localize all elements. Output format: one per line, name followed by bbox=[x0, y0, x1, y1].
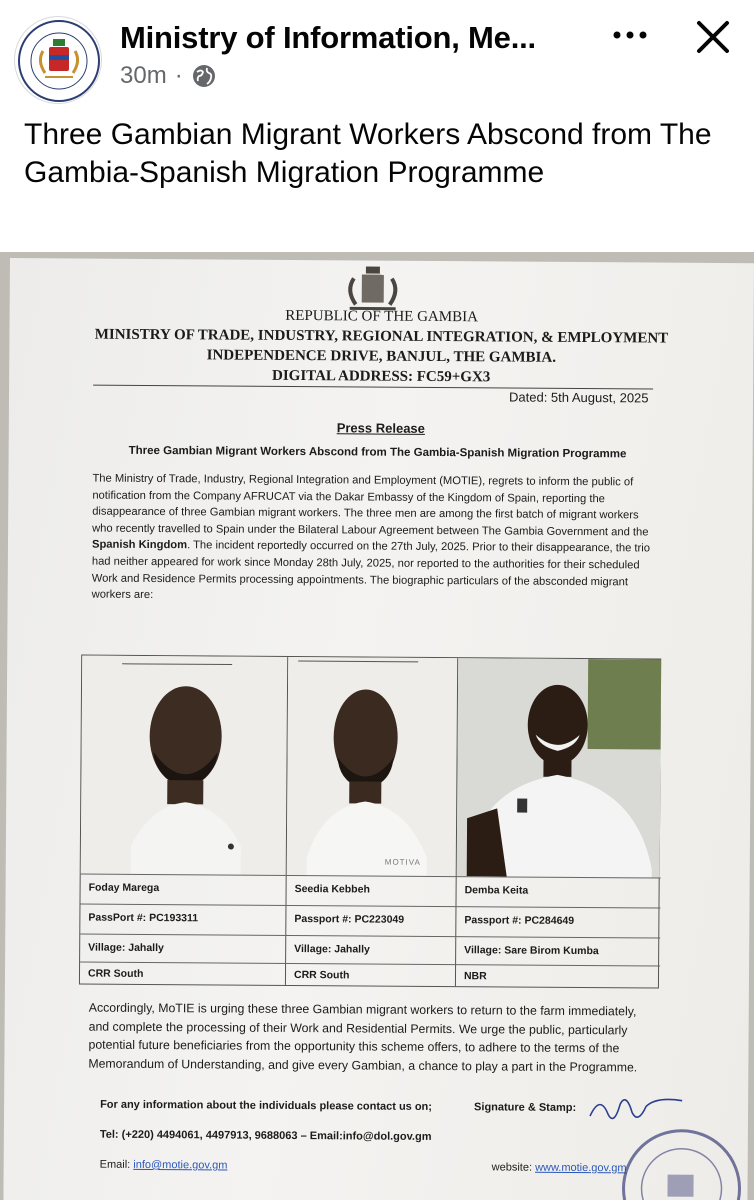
worker-village: Village: Jahally bbox=[294, 943, 370, 956]
workers-table bbox=[79, 655, 661, 989]
post-header bbox=[0, 0, 754, 100]
worker-village: Village: Jahally bbox=[88, 941, 164, 955]
worker-photo bbox=[287, 657, 459, 876]
email-link[interactable]: info@motie.gov.gm bbox=[133, 1158, 228, 1172]
worker-name: Demba Keita bbox=[464, 884, 529, 897]
para1-bold: Spanish Kingdom bbox=[91, 538, 188, 552]
worker-village: Village: Sare Birom Kumba bbox=[464, 944, 599, 958]
doc-title: Three Gambian Migrant Workers Abscond from The Gambia-Spanish Migration Programme bbox=[128, 444, 627, 461]
ministry-stamp bbox=[601, 1118, 752, 1200]
worker-passport: Passport #: PC223049 bbox=[294, 913, 405, 926]
post-caption: Three Gambian Migrant Workers Abscond from The Gambia-Spanish Migration Programme bbox=[24, 118, 712, 189]
page-name[interactable]: Ministry of Information, Me... bbox=[120, 20, 536, 55]
website-label: website: bbox=[491, 1161, 536, 1174]
doc-address: INDEPENDENCE DRIVE, BANJUL, THE GAMBIA. bbox=[206, 347, 557, 366]
worker-name: Foday Marega bbox=[88, 881, 160, 895]
website-link[interactable]: www.motie.gov.gm bbox=[535, 1161, 627, 1175]
doc-ministry: MINISTRY OF TRADE, INDUSTRY, REGIONAL INTEGRATION, & EMPLOYMENT bbox=[94, 326, 669, 347]
worker-region: NBR bbox=[463, 970, 487, 983]
doc-country: REPUBLIC OF THE GAMBIA bbox=[285, 307, 478, 326]
worker-passport: Passport #: PC284649 bbox=[464, 914, 575, 927]
globe-icon bbox=[191, 63, 217, 89]
more-options-button[interactable] bbox=[608, 20, 652, 50]
press-release-document bbox=[3, 258, 754, 1200]
post-meta bbox=[120, 62, 217, 90]
worker-photo bbox=[81, 656, 288, 875]
shirt-label: MOTIVA bbox=[384, 857, 421, 867]
contact-email bbox=[100, 1159, 228, 1172]
post-time[interactable]: 30m bbox=[120, 62, 167, 89]
doc-paragraph-1 bbox=[92, 471, 651, 608]
signature-label: Signature & Stamp: bbox=[474, 1101, 577, 1114]
close-button[interactable] bbox=[690, 14, 736, 60]
doc-date: Dated: 5th August, 2025 bbox=[508, 389, 649, 406]
ministry-seal-icon bbox=[15, 17, 102, 104]
post-image[interactable] bbox=[0, 252, 754, 1200]
contact-intro: For any information about the individuals please contact us on; bbox=[100, 1098, 433, 1113]
worker-name: Seedia Kebbeh bbox=[294, 883, 370, 896]
worker-passport: PassPort #: PC193311 bbox=[88, 911, 199, 925]
close-icon bbox=[690, 14, 736, 60]
para1-part-b: . The incident reportedly occurred on the 27th July, 2025. Prior to their disappearance, the trio had neither appeared for work since Monday 28th July, 2025, nor reported to the authorities for their scheduled Work and Residence Permits processing appointments. The biographic particulars of the absconded migrant workers are: bbox=[91, 539, 651, 602]
doc-paragraph-2: Accordingly, MoTIE is urging these three Gambian migrant workers to return to the farm immediately, and complete the processing of their Work and Residential Permits. We urge the public, particularly potential future beneficiaries from the opportunity this scheme offers, to adhere to the terms of the Memorandum of Understanding, and give every Gambian, a chance to play a part in the Programme. bbox=[88, 1000, 638, 1075]
worker-photo bbox=[457, 658, 662, 877]
doc-digital-address: DIGITAL ADDRESS: FC59+GX3 bbox=[271, 367, 491, 386]
worker-region: CRR South bbox=[87, 967, 144, 980]
contact-telephone: Tel: (+220) 4494061, 4497913, 9688063 – Email:info@dol.gov.gm bbox=[99, 1128, 432, 1143]
more-dots-icon bbox=[608, 20, 652, 50]
doc-press-heading: Press Release bbox=[336, 420, 425, 436]
meta-separator: · bbox=[174, 62, 183, 89]
worker-region: CRR South bbox=[293, 969, 350, 982]
para1-part-a: The Ministry of Trade, Industry, Regional Integration and Employment (MOTIE), regrets to inform the public of notification from the Company AFRUCAT via the Dakar Embassy of the Kingdom of Spain, reporting the disappearance of three Gambian migrant workers. The three men are among the first batch of migrant workers who recently travelled to Spain under the Bilateral Labour Agreement between The Gambia Government and the bbox=[92, 472, 649, 539]
page-avatar[interactable] bbox=[14, 16, 102, 104]
email-label: Email: bbox=[99, 1158, 134, 1171]
